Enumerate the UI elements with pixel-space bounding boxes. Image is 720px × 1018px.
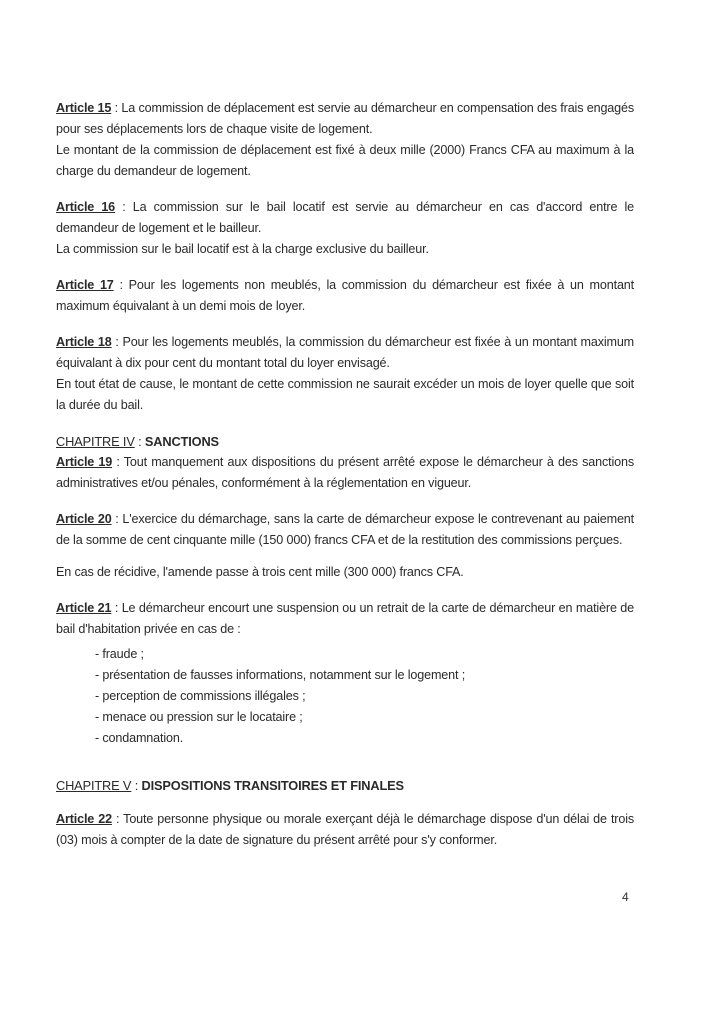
article-22 (56, 809, 634, 851)
article-22-paragraph: Article 22 : Toute personne physique ou morale exerçant déjà le démarchage dispose d'un délai de trois (03) mois à compter de la date de signature du présent arrêté pour s'y conformer. (56, 812, 634, 847)
chapter-5-title: DISPOSITIONS TRANSITOIRES ET FINALES (141, 778, 404, 793)
page-number: 4 (622, 890, 629, 904)
article-16-label: Article 16 (56, 200, 116, 214)
article-16-text-2: La commission sur le bail locatif est à la charge exclusive du bailleur. (56, 242, 429, 256)
article-21-paragraph: Article 21 : Le démarcheur encourt une suspension ou un retrait de la carte de démarcheur en matière de bail d'habitation privée en cas de : (56, 601, 635, 636)
article-15-paragraph: Article 15 : La commission de déplacement est servie au démarcheur en compensation des frais engagés pour ses déplacements lors de chaque visite de logement. (56, 101, 635, 136)
chapter-4-title: SANCTIONS (144, 434, 219, 449)
chapter-5-label: CHAPITRE V (56, 778, 132, 793)
article-16-text: La commission sur le bail locatif est servie au démarcheur en cas d'accord entre le demandeur de logement et le bailleur. (56, 200, 635, 235)
article-20 (56, 509, 634, 551)
article-20-recidive (56, 562, 634, 583)
article-17 (56, 275, 634, 317)
list-item: - condamnation. (95, 731, 184, 745)
article-19-text: Tout manquement aux dispositions du présent arrêté expose le démarcheur à des sanctions administratives et/ou pénales, conformément à la réglementation en vigueur. (56, 455, 634, 490)
article-21 (56, 598, 634, 749)
chapter-4-label: CHAPITRE IV (56, 434, 135, 449)
list-item: - perception de commissions illégales ; (95, 689, 306, 703)
article-18 (56, 332, 634, 416)
article-15-label: Article 15 (56, 101, 112, 115)
article-18-label: Article 18 (56, 335, 112, 349)
article-22-label: Article 22 (56, 812, 112, 826)
article-19 (56, 452, 634, 494)
article-18-text-2: En tout état de cause, le montant de cette commission ne saurait excéder un mois de loyer quelle que soit la durée du bail. (56, 377, 634, 412)
chapter-5-heading: CHAPITRE V : DISPOSITIONS TRANSITOIRES ET FINALES (56, 778, 404, 793)
article-19-paragraph: Article 19 : Tout manquement aux dispositions du présent arrêté expose le démarcheur à des sanctions administratives et/ou pénales, conformément à la réglementation en vigueur. (56, 455, 634, 490)
article-17-text: Pour les logements non meublés, la commission du démarcheur est fixée à un montant maximum équivalant à un demi mois de loyer. (56, 278, 635, 313)
chapter-4-heading: CHAPITRE IV : SANCTIONS (56, 434, 219, 449)
article-22-text: Toute personne physique ou morale exerçant déjà le démarchage dispose d'un délai de trois (03) mois à compter de la date de signature du présent arrêté pour s'y conformer. (56, 812, 634, 847)
article-17-paragraph: Article 17 : Pour les logements non meublés, la commission du démarcheur est fixée à un montant maximum équivalant à un demi mois de loyer. (56, 278, 635, 313)
article-18-text: Pour les logements meublés, la commission du démarcheur est fixée à un montant maximum équivalant à dix pour cent du montant total du loyer envisagé. (56, 335, 635, 370)
article-15 (56, 98, 634, 182)
article-20-paragraph: Article 20 : L'exercice du démarchage, sans la carte de démarcheur expose le contrevenant au paiement de la somme de cent cinquante mille (150 000) francs CFA et de la restitution des commissions perçues. (56, 512, 635, 547)
article-19-label: Article 19 (56, 455, 113, 469)
list-item: - présentation de fausses informations, notamment sur le logement ; (95, 668, 466, 682)
article-16-paragraph: Article 16 : La commission sur le bail locatif est servie au démarcheur en cas d'accord entre le demandeur de logement et le bailleur. (56, 200, 635, 235)
article-15-text-2: Le montant de la commission de déplacement est fixé à deux mille (2000) Francs CFA au maximum à la charge du demandeur de logement. (56, 143, 634, 178)
article-21-list (95, 644, 634, 749)
document-page (56, 98, 634, 866)
article-16 (56, 197, 634, 260)
article-15-text: La commission de déplacement est servie au démarcheur en compensation des frais engagés pour ses déplacements lors de chaque visite de logement. (56, 101, 635, 136)
article-20-text: L'exercice du démarchage, sans la carte de démarcheur expose le contrevenant au paiement de la somme de cent cinquante mille (150 000) francs CFA et de la restitution des commissions perçues. (56, 512, 635, 547)
article-20-label: Article 20 (56, 512, 112, 526)
list-item: - menace ou pression sur le locataire ; (95, 710, 303, 724)
article-17-label: Article 17 (56, 278, 114, 292)
article-18-paragraph: Article 18 : Pour les logements meublés, la commission du démarcheur est fixée à un montant maximum équivalant à dix pour cent du montant total du loyer envisagé. (56, 335, 635, 370)
list-item: - fraude ; (95, 647, 144, 661)
article-21-text: Le démarcheur encourt une suspension ou un retrait de la carte de démarcheur en matière de bail d'habitation privée en cas de : (56, 601, 635, 636)
article-21-label: Article 21 (56, 601, 112, 615)
article-20-text-2: En cas de récidive, l'amende passe à trois cent mille (300 000) francs CFA. (56, 565, 464, 579)
